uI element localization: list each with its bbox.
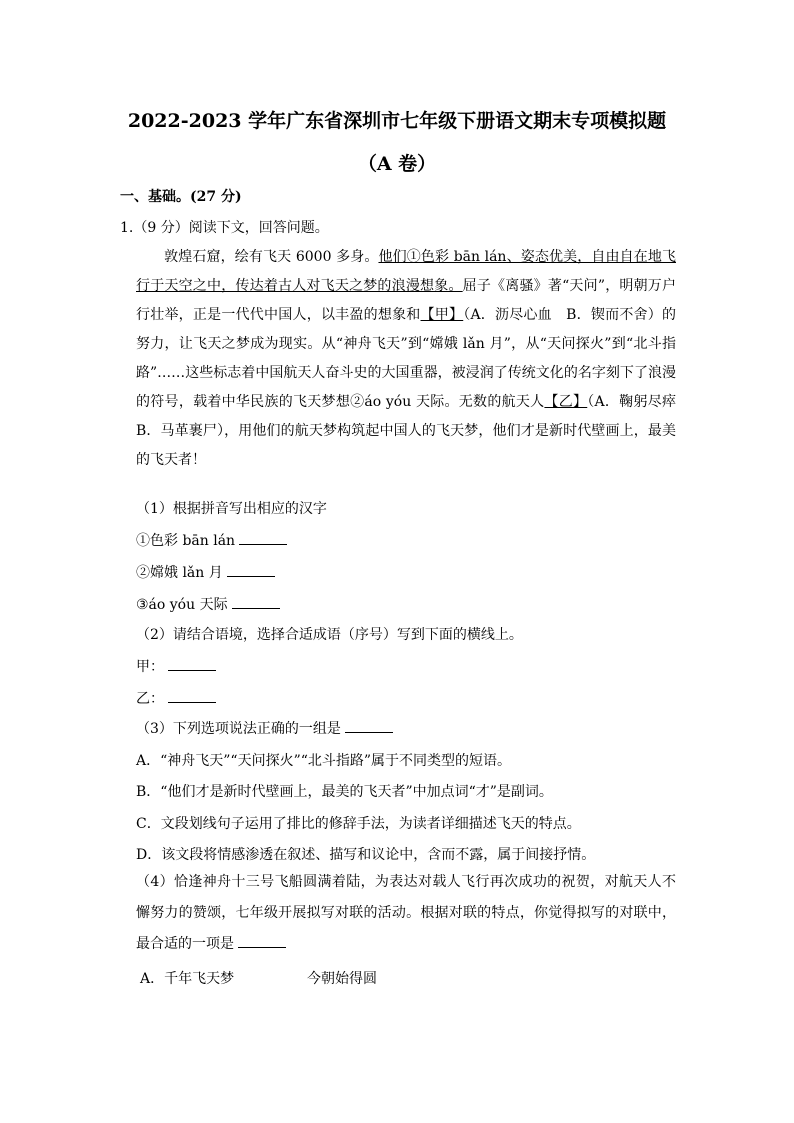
option-d: D．该文段将情感渗透在叙述、描写和议论中，含而不露，属于间接抒情。 [136, 847, 596, 863]
sub-question-1: （1）根据拼音写出相应的汉字 [136, 501, 327, 517]
option-b: B．“他们才是新时代壁画上，最美的飞天者”中加点词“才”是副词。 [136, 784, 553, 800]
answer-label-yi: 乙： [136, 691, 164, 707]
option-c: C．文段划线句子运用了排比的修辞手法，为读者详细描述飞天的特点。 [136, 816, 581, 832]
blank-mark-jia: 【甲】 [420, 307, 464, 323]
answer-label-jia: 甲： [136, 659, 164, 675]
answer-blank[interactable] [345, 720, 393, 733]
pinyin-item-label: ③áo yóu 天际 [136, 597, 228, 613]
pinyin-item-2 [136, 562, 275, 582]
answer-line-jia [136, 656, 216, 676]
page-title: 2022-2023 学年广东省深圳市七年级下册语文期末专项模拟题 [127, 110, 667, 132]
blank-mark-yi: 【乙】 [544, 394, 588, 410]
answer-blank[interactable] [238, 935, 286, 948]
passage-text: （A．鞠躬尽瘁 B．马革裹尸），用他们的航天梦构筑起中国人的飞天梦，他们才是新时代壁画上，最美的飞天者！ [136, 394, 691, 468]
couplet-option-a-right: 今朝始得圆 [307, 971, 377, 987]
passage-text: （A．沥尽心血 B．锲而不舍）的努力，让飞天之梦成为现实。从“神舟飞天”到“嫦娥 lǎn 月”，从“天问探火”到“北斗指路”……这些标志着中国航天人奋斗史的大国重器，被浸润了传统文化的名字刻下了浪漫的符号，载着中华民族的飞天梦想②áo yóu 天际。无数的航天人 [136, 307, 677, 410]
answer-blank[interactable] [168, 658, 216, 671]
pinyin-item-label: ①色彩 bān lán [136, 533, 236, 549]
answer-blank[interactable] [227, 564, 275, 577]
pinyin-item-label: ②嫦娥 lǎn 月 [136, 565, 223, 581]
page-subtitle: （A 卷） [357, 153, 437, 175]
reading-passage [136, 243, 691, 475]
underlined-sentence: 他们①色彩 bān lán、姿态优美，自由自在地飞行于天空之中，传达着古人对飞天之梦的浪漫想象。 [136, 249, 676, 294]
sub-question-4 [136, 867, 676, 960]
sub-question-2: （2）请结合语境，选择合适成语（序号）写到下面的横线上。 [136, 627, 523, 643]
sub-question-3 [136, 718, 393, 738]
pinyin-item-1 [136, 530, 287, 550]
passage-text: 屈子《离骚》著“天问”，明朝万户行壮举，正是一代代中国人，以丰盈的想象和 [136, 278, 676, 323]
couplet-option-a-left: A．千年飞天梦 [140, 971, 235, 987]
question-stem: 1.（9 分）阅读下文，回答问题。 [120, 220, 329, 236]
answer-blank[interactable] [232, 596, 280, 609]
pinyin-item-3 [136, 594, 280, 614]
option-a: A．“神舟飞天”“天问探火”“北斗指路”属于不同类型的短语。 [136, 753, 512, 769]
answer-blank[interactable] [239, 532, 287, 545]
answer-line-yi [136, 688, 216, 708]
section-heading: 一、基础。(27 分) [120, 189, 242, 205]
sub-question-4-prompt: （4）恰逢神舟十三号飞船圆满着陆，为表达对载人飞行再次成功的祝贺，对航天人不懈努力的赞颂，七年级开展拟写对联的活动。根据对联的特点，你觉得拟写的对联中，最合适的一项是 [136, 874, 676, 952]
passage-text: 敦煌石窟，绘有飞天 6000 多身。 [164, 249, 379, 265]
answer-blank[interactable] [168, 690, 216, 703]
sub-question-3-prompt: （3）下列选项说法正确的一组是 [136, 721, 341, 737]
